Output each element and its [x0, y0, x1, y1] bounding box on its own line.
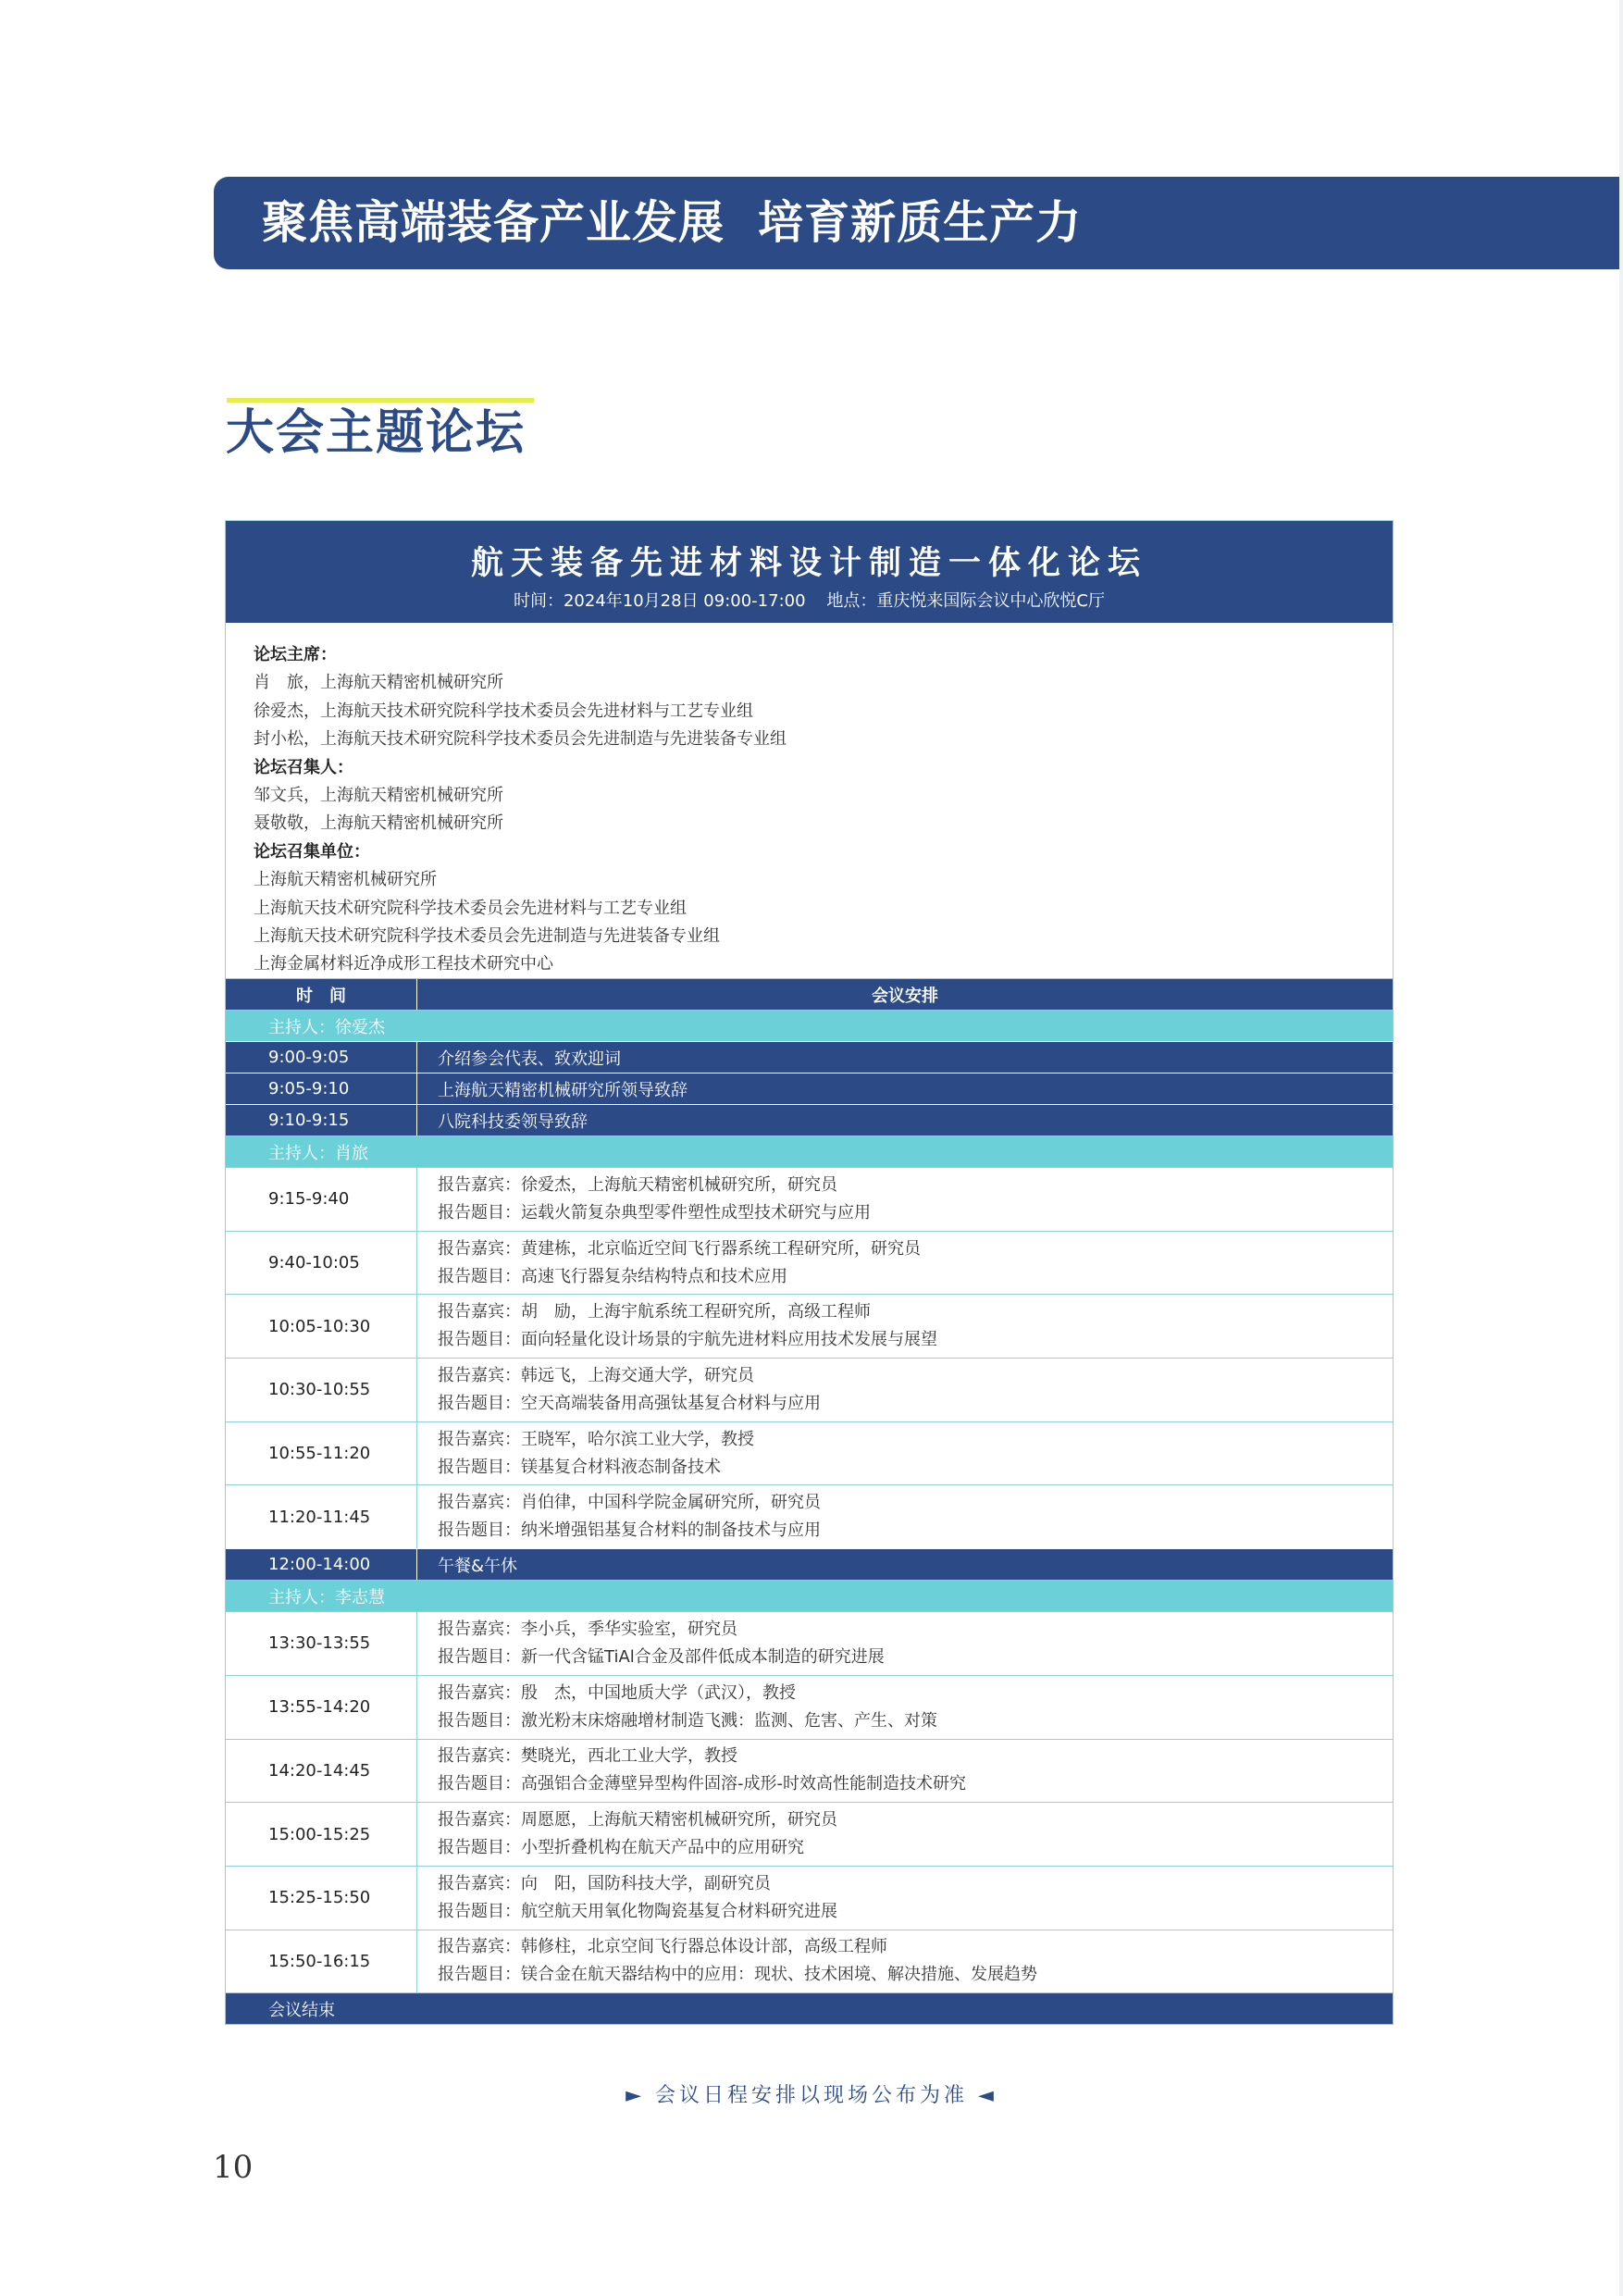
info-line: 聂敬敬，上海航天精密机械研究所	[254, 813, 503, 834]
talk-topic: 报告题目：运载火箭复杂典型零件塑性成型技术研究与应用	[438, 1202, 871, 1222]
host-name: 主持人：肖旅	[268, 1143, 368, 1163]
host-row	[226, 1580, 1393, 1611]
session-title-cell	[417, 1105, 1393, 1136]
talk-time: 15:25-15:50	[226, 1867, 417, 1930]
talk-time: 13:30-13:55	[226, 1612, 417, 1675]
talk-details	[417, 1803, 1393, 1866]
talk-time: 9:15-9:40	[226, 1168, 417, 1231]
talk-time: 15:50-16:15	[226, 1930, 417, 1993]
talk-speaker: 报告嘉宾：胡 励，上海宇航系统工程研究所，高级工程师	[438, 1302, 871, 1322]
page-edge	[1619, 0, 1623, 2296]
talk-speaker: 报告嘉宾：黄建栋，北京临近空间飞行器系统工程研究所，研究员	[438, 1238, 921, 1259]
talk-topic: 报告题目：航空航天用氧化物陶瓷基复合材料研究进展	[438, 1901, 837, 1921]
talk-topic: 报告题目：空天高端装备用高强钛基复合材料与应用	[438, 1393, 821, 1413]
page-number: 10	[213, 2149, 254, 2186]
talk-speaker: 报告嘉宾：王晓军，哈尔滨工业大学，教授	[438, 1429, 754, 1449]
talk-topic: 报告题目：高强铝合金薄壁异型构件固溶-成形-时效高性能制造技术研究	[438, 1774, 966, 1794]
info-line: 徐爱杰，上海航天技术研究院科学技术委员会先进材料与工艺专业组	[254, 701, 753, 721]
forum-title: 航天装备先进材料设计制造一体化论坛	[470, 545, 1147, 582]
session-title-cell	[417, 1074, 1393, 1104]
talk-time: 10:05-10:30	[226, 1295, 417, 1358]
info-line: 封小松，上海航天技术研究院科学技术委员会先进制造与先进装备专业组	[254, 729, 787, 750]
talk-row	[226, 1802, 1393, 1866]
talk-row	[226, 1739, 1393, 1803]
forum-header	[226, 521, 1393, 623]
info-line: 上海航天精密机械研究所	[254, 870, 437, 890]
closing-label: 会议结束	[268, 2000, 335, 2020]
session-title: 上海航天精密机械研究所领导致辞	[438, 1080, 688, 1100]
talk-details	[417, 1740, 1393, 1803]
talk-speaker: 报告嘉宾：向 阳，国防科技大学，副研究员	[438, 1873, 771, 1893]
talk-details	[417, 1676, 1393, 1739]
talk-time: 10:30-10:55	[226, 1359, 417, 1421]
talk-details	[417, 1930, 1393, 1993]
info-line: 上海航天技术研究院科学技术委员会先进制造与先进装备专业组	[254, 925, 720, 946]
talk-topic: 报告题目：镁基复合材料液态制备技术	[438, 1457, 721, 1477]
session-title: 介绍参会代表、致欢迎词	[438, 1049, 621, 1069]
banner-slogan: 聚焦高端装备产业发展 培育新质生产力	[262, 196, 1083, 249]
host-row	[226, 1136, 1393, 1167]
info-line: 邹文兵，上海航天精密机械研究所	[254, 785, 503, 805]
talk-row	[226, 1167, 1393, 1231]
host-name: 主持人：徐爱杰	[268, 1017, 385, 1037]
talk-row	[226, 1358, 1393, 1421]
talk-details	[417, 1232, 1393, 1295]
talk-topic: 报告题目：镁合金在航天器结构中的应用：现状、技术困境、解决措施、发展趋势	[438, 1965, 1037, 1985]
session-time: 9:10-9:15	[226, 1105, 417, 1136]
talk-topic: 报告题目：高速飞行器复杂结构特点和技术应用	[438, 1266, 787, 1286]
talk-details	[417, 1485, 1393, 1548]
info-line: 上海金属材料近净成形工程技术研究中心	[254, 954, 553, 974]
talk-topic: 报告题目：面向轻量化设计场景的宇航先进材料应用技术发展与展望	[438, 1330, 937, 1350]
header-banner	[214, 177, 1623, 269]
info-line: 肖 旅，上海航天精密机械研究所	[254, 673, 503, 693]
session-time: 9:05-9:10	[226, 1074, 417, 1104]
talk-time: 15:00-15:25	[226, 1803, 417, 1866]
talk-row	[226, 1930, 1393, 1993]
session-title-cell	[417, 1549, 1393, 1580]
talk-details	[417, 1867, 1393, 1930]
section-title: 大会主题论坛	[226, 405, 527, 461]
time-column-header: 时 间	[226, 979, 417, 1010]
talk-speaker: 报告嘉宾：韩远飞，上海交通大学，研究员	[438, 1365, 754, 1385]
talk-time: 13:55-14:20	[226, 1676, 417, 1739]
session-row	[226, 1104, 1393, 1136]
schedule-note: ► 会议日程安排以现场公布为准 ◄	[626, 2084, 997, 2107]
forum-info	[226, 623, 1393, 978]
talk-speaker: 报告嘉宾：肖伯律，中国科学院金属研究所，研究员	[438, 1493, 821, 1513]
session-time: 12:00-14:00	[226, 1549, 417, 1580]
talk-details	[417, 1422, 1393, 1485]
talk-speaker: 报告嘉宾：周愿愿，上海航天精密机械研究所，研究员	[438, 1810, 837, 1831]
session-time: 9:00-9:05	[226, 1042, 417, 1073]
talk-details	[417, 1612, 1393, 1675]
talk-speaker: 报告嘉宾：徐爱杰，上海航天精密机械研究所，研究员	[438, 1174, 837, 1195]
session-title-cell	[417, 1042, 1393, 1073]
talk-time: 14:20-14:45	[226, 1740, 417, 1803]
talk-row	[226, 1611, 1393, 1675]
session-row	[226, 1548, 1393, 1580]
session-row	[226, 1041, 1393, 1073]
session-title: 八院科技委领导致辞	[438, 1111, 588, 1132]
talk-speaker: 报告嘉宾：李小兵，季华实验室，研究员	[438, 1619, 737, 1639]
info-label: 论坛召集人：	[254, 757, 353, 777]
talk-row	[226, 1421, 1393, 1485]
talk-speaker: 报告嘉宾：殷 杰，中国地质大学（武汉），教授	[438, 1682, 796, 1703]
forum-card	[225, 520, 1394, 2025]
talk-details	[417, 1359, 1393, 1421]
talk-time: 9:40-10:05	[226, 1232, 417, 1295]
info-line: 上海航天技术研究院科学技术委员会先进材料与工艺专业组	[254, 898, 687, 918]
host-row	[226, 1010, 1393, 1041]
agenda-column-header: 会议安排	[872, 986, 938, 1006]
schedule-table	[226, 1010, 1393, 2024]
talk-row	[226, 1231, 1393, 1295]
talk-details	[417, 1168, 1393, 1231]
closing-row	[226, 1992, 1393, 2024]
info-label: 论坛召集单位：	[254, 841, 370, 862]
info-label: 论坛主席：	[254, 645, 337, 664]
talk-details	[417, 1295, 1393, 1358]
session-row	[226, 1073, 1393, 1104]
talk-row	[226, 1484, 1393, 1548]
host-name: 主持人：李志慧	[268, 1587, 385, 1607]
talk-row	[226, 1294, 1393, 1358]
forum-time-location: 时间：2024年10月28日 09:00-17:00 地点：重庆悦来国际会议中心欣悦C厅	[513, 591, 1106, 611]
talk-row	[226, 1675, 1393, 1739]
talk-topic: 报告题目：新一代含锰TiAl合金及部件低成本制造的研究进展	[438, 1646, 885, 1667]
talk-topic: 报告题目：激光粉末床熔融增材制造飞溅：监测、危害、产生、对策	[438, 1710, 937, 1731]
schedule-header-row	[226, 978, 1393, 1010]
talk-row	[226, 1866, 1393, 1930]
talk-speaker: 报告嘉宾：韩修柱，北京空间飞行器总体设计部，高级工程师	[438, 1937, 887, 1957]
talk-time: 10:55-11:20	[226, 1422, 417, 1485]
talk-speaker: 报告嘉宾：樊晓光，西北工业大学，教授	[438, 1746, 737, 1767]
talk-topic: 报告题目：纳米增强铝基复合材料的制备技术与应用	[438, 1520, 821, 1541]
talk-time: 11:20-11:45	[226, 1485, 417, 1548]
session-title: 午餐&午休	[438, 1556, 518, 1576]
talk-topic: 报告题目：小型折叠机构在航天产品中的应用研究	[438, 1838, 804, 1858]
